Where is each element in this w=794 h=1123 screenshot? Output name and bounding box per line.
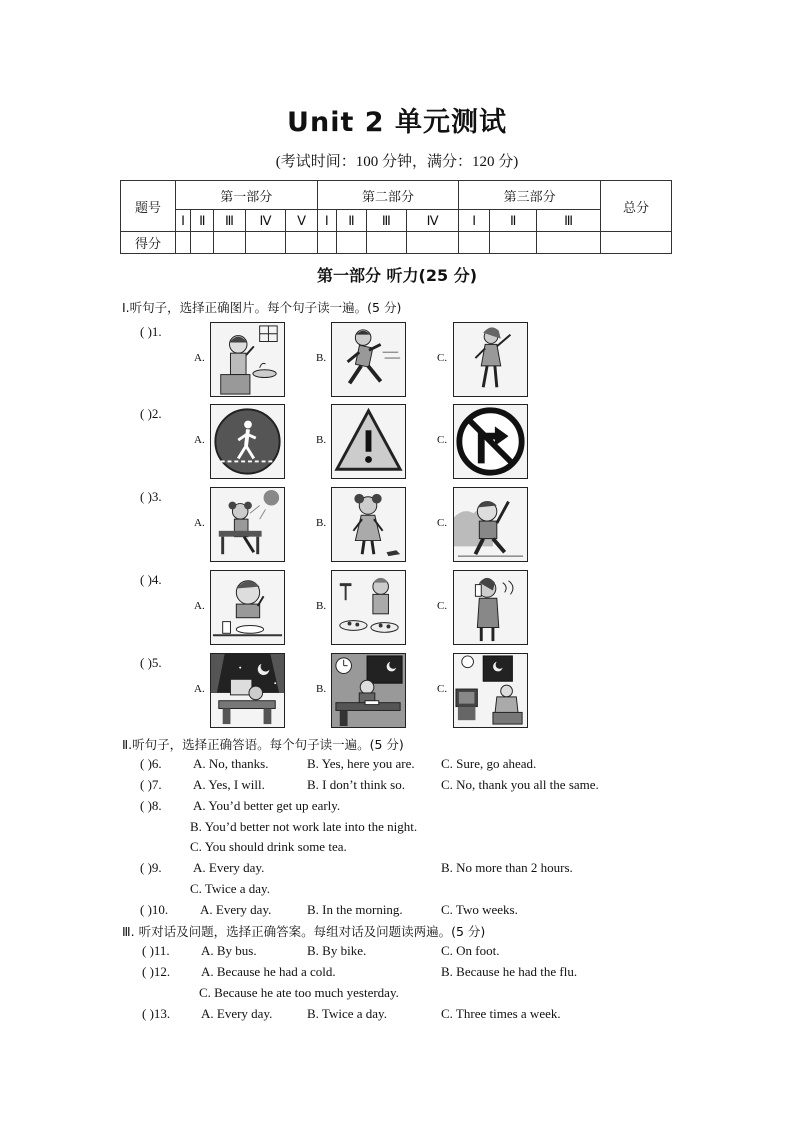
answer-option[interactable]: A. Every day. — [201, 1006, 273, 1021]
question-number: ( )3. — [140, 489, 162, 504]
part-header: 第三部分 — [459, 181, 601, 210]
boy-studying-night-icon[interactable] — [331, 653, 406, 728]
score-cell[interactable] — [214, 232, 245, 254]
option-label[interactable]: B. — [316, 600, 327, 612]
answer-option[interactable]: B. I don’t think so. — [307, 777, 405, 792]
boy-at-computer-night-icon[interactable] — [210, 653, 285, 728]
question-number: ( )4. — [140, 572, 162, 587]
no-right-turn-icon[interactable] — [453, 404, 528, 479]
option-label[interactable]: A. — [194, 683, 205, 695]
score-cell[interactable] — [537, 232, 601, 254]
option-label[interactable]: B. — [316, 683, 327, 695]
answer-option[interactable]: A. Every day. — [200, 902, 272, 917]
answer-option[interactable]: B. By bike. — [307, 943, 367, 958]
woman-drinking-icon[interactable] — [453, 570, 528, 645]
question-number-label: 题号 — [121, 181, 176, 232]
col-header: Ⅴ — [286, 210, 317, 232]
score-cell[interactable] — [366, 232, 406, 254]
exam-info: (考试时间：100 分钟，满分：120 分) — [275, 154, 519, 170]
option-label[interactable]: B. — [316, 434, 327, 446]
section-instruction: Ⅱ.听句子，选择正确答语。每个句子读一遍。(5 分) — [122, 737, 404, 752]
section-instruction: Ⅲ. 听对话及问题，选择正确答案。每组对话及问题读两遍。(5 分) — [122, 924, 486, 939]
person-watching-tv-icon[interactable] — [453, 653, 528, 728]
part-header: 第二部分 — [317, 181, 459, 210]
total-header: 总分 — [601, 181, 672, 232]
option-label[interactable]: B. — [316, 352, 327, 364]
col-header: Ⅳ — [245, 210, 286, 232]
girl-standing-icon[interactable] — [331, 487, 406, 562]
col-header: Ⅲ — [366, 210, 406, 232]
answer-option[interactable]: C. Two weeks. — [441, 902, 518, 917]
page-title: Unit 2 单元测试 — [287, 107, 507, 138]
question-number: ( )5. — [140, 655, 162, 670]
option-label[interactable]: C. — [437, 683, 448, 695]
score-row-label: 得分 — [121, 232, 176, 254]
answer-option[interactable]: B. You’d better not work late into the night. — [190, 819, 418, 834]
col-header: Ⅰ — [459, 210, 490, 232]
score-cell[interactable] — [601, 232, 672, 254]
question-number: ( )7. — [140, 777, 162, 792]
part-header: 第一部分 — [176, 181, 318, 210]
answer-option[interactable]: C. On foot. — [441, 943, 500, 958]
col-header: Ⅳ — [406, 210, 458, 232]
score-cell[interactable] — [191, 232, 214, 254]
answer-option[interactable]: A. Every day. — [193, 860, 265, 875]
answer-option[interactable]: B. In the morning. — [307, 902, 403, 917]
answer-option[interactable]: C. You should drink some tea. — [190, 839, 347, 854]
question-number: ( )2. — [140, 406, 162, 421]
question-number: ( )1. — [140, 324, 162, 339]
option-label[interactable]: A. — [194, 517, 205, 529]
col-header: Ⅰ — [317, 210, 336, 232]
option-label[interactable]: B. — [316, 517, 327, 529]
girl-on-bench-icon[interactable] — [210, 487, 285, 562]
answer-option[interactable]: C. No, thank you all the same. — [441, 777, 599, 792]
answer-option[interactable]: C. Three times a week. — [441, 1006, 561, 1021]
woman-cooking-icon[interactable] — [331, 570, 406, 645]
score-cell[interactable] — [245, 232, 286, 254]
answer-option[interactable]: C. Sure, go ahead. — [441, 756, 537, 771]
score-cell[interactable] — [286, 232, 317, 254]
option-label[interactable]: A. — [194, 352, 205, 364]
option-label[interactable]: A. — [194, 600, 205, 612]
question-number: ( )6. — [140, 756, 162, 771]
option-label[interactable]: C. — [437, 434, 448, 446]
boy-eating-icon[interactable] — [210, 570, 285, 645]
option-label[interactable]: A. — [194, 434, 205, 446]
question-number: ( )12. — [142, 964, 171, 979]
col-header: Ⅰ — [176, 210, 191, 232]
score-cell[interactable] — [337, 232, 367, 254]
answer-option[interactable]: C. Twice a day. — [190, 881, 270, 896]
section-title: 第一部分 听力(25 分) — [316, 266, 478, 285]
col-header: Ⅲ — [214, 210, 245, 232]
col-header: Ⅲ — [537, 210, 601, 232]
col-header: Ⅱ — [490, 210, 537, 232]
boy-waving-icon[interactable] — [453, 487, 528, 562]
boy-running-icon[interactable] — [331, 322, 406, 397]
option-label[interactable]: C. — [437, 517, 448, 529]
score-cell[interactable] — [459, 232, 490, 254]
score-cell[interactable] — [176, 232, 191, 254]
col-header: Ⅱ — [191, 210, 214, 232]
answer-option[interactable]: B. Twice a day. — [307, 1006, 387, 1021]
answer-option[interactable]: C. Because he ate too much yesterday. — [199, 985, 399, 1000]
pedestrian-sign-icon[interactable] — [210, 404, 285, 479]
question-number: ( )11. — [142, 943, 170, 958]
answer-option[interactable]: B. Yes, here you are. — [307, 756, 415, 771]
answer-option[interactable]: A. By bus. — [201, 943, 257, 958]
girl-dancing-icon[interactable] — [453, 322, 528, 397]
option-label[interactable]: C. — [437, 600, 448, 612]
score-table — [120, 180, 672, 254]
score-cell[interactable] — [406, 232, 458, 254]
question-number: ( )10. — [140, 902, 169, 917]
score-cell[interactable] — [317, 232, 336, 254]
section-instruction: Ⅰ.听句子，选择正确图片。每个句子读一遍。(5 分) — [122, 300, 402, 315]
question-number: ( )8. — [140, 798, 162, 813]
score-cell[interactable] — [490, 232, 537, 254]
answer-option[interactable]: A. Because he had a cold. — [201, 964, 336, 979]
option-label[interactable]: C. — [437, 352, 448, 364]
answer-option[interactable]: B. Because he had the flu. — [441, 964, 578, 979]
warning-triangle-icon[interactable] — [331, 404, 406, 479]
girl-brushing-teeth-icon[interactable] — [210, 322, 285, 397]
col-header: Ⅱ — [337, 210, 367, 232]
answer-option[interactable]: A. No, thanks. — [193, 756, 269, 771]
question-number: ( )9. — [140, 860, 162, 875]
answer-option[interactable]: A. Yes, I will. — [193, 777, 265, 792]
answer-option[interactable]: A. You’d better get up early. — [193, 798, 341, 813]
question-number: ( )13. — [142, 1006, 171, 1021]
answer-option[interactable]: B. No more than 2 hours. — [441, 860, 573, 875]
